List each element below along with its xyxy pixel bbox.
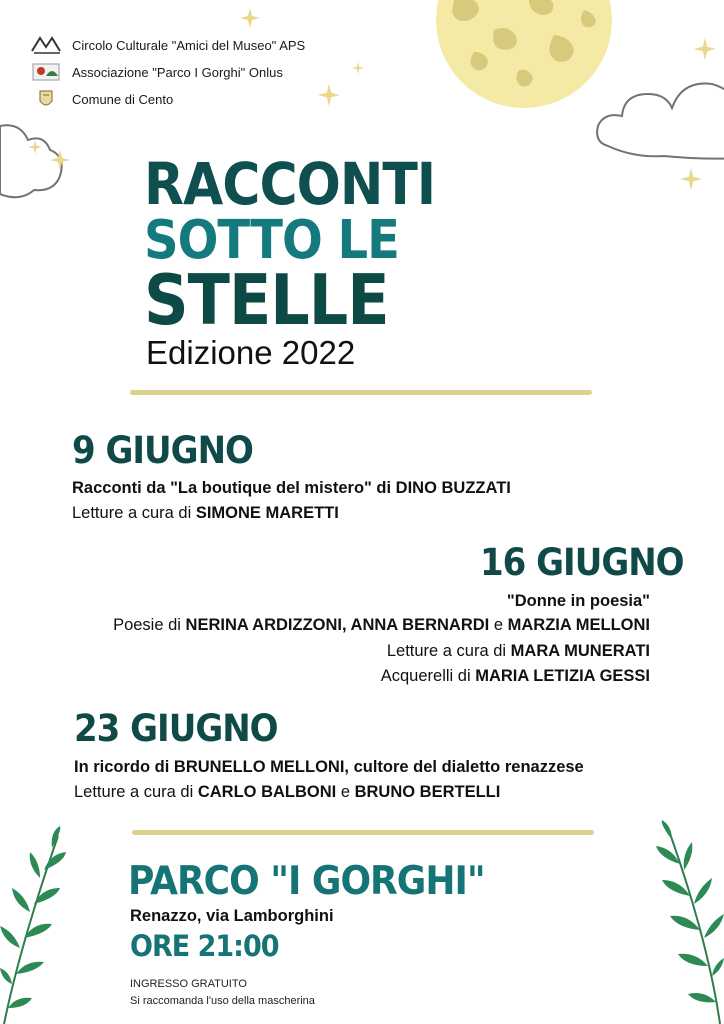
venue-address: Renazzo, via Lamborghini <box>130 907 334 925</box>
readers-and: e <box>336 783 355 801</box>
leaf-branch-left-icon <box>0 826 70 1024</box>
org-item <box>30 88 173 110</box>
event-2-paintings <box>381 666 650 686</box>
org-item <box>30 61 283 83</box>
cloud-right-icon <box>594 64 724 168</box>
org-name: Circolo Culturale "Amici del Museo" APS <box>72 37 306 53</box>
mask-note: Si raccomanda l'uso della mascherina <box>130 995 315 1007</box>
town-crest-icon <box>30 89 64 109</box>
event-3-readers <box>74 782 500 802</box>
divider-top <box>130 390 592 395</box>
star-icon <box>50 150 70 170</box>
edition-label: Edizione 2022 <box>146 334 356 371</box>
title-line-1: RACCONTI <box>144 151 436 219</box>
event-2-title: "Donne in poesia" <box>506 592 650 610</box>
title-line-2: SOTTO LE <box>144 208 399 272</box>
event-3-title: In ricordo di BRUNELLO MELLONI, cultore del dialetto renazzese <box>74 758 584 776</box>
star-icon <box>28 140 42 154</box>
moon-illustration <box>434 0 614 108</box>
event-2-poets <box>113 615 650 635</box>
readers-prefix: Letture a cura di <box>72 504 196 522</box>
event-date-1: 9 GIUGNO <box>72 428 253 473</box>
free-entry-note: INGRESSO GRATUITO <box>130 978 247 990</box>
star-icon <box>352 62 364 74</box>
title-line-3: STELLE <box>144 259 389 342</box>
reader-name: MARA MUNERATI <box>510 642 650 660</box>
event-date-2: 16 GIUGNO <box>480 540 684 585</box>
poet-name: MARZIA MELLONI <box>507 616 650 634</box>
poets-names: NERINA ARDIZZONI, ANNA BERNARDI <box>185 616 490 634</box>
event-1-title: Racconti da "La boutique del mistero" di DINO BUZZATI <box>72 479 511 497</box>
poets-and: e <box>489 616 508 634</box>
venue-name: PARCO "I GORGHI" <box>128 858 485 904</box>
star-icon <box>318 84 340 106</box>
readers-prefix: Letture a cura di <box>74 783 198 801</box>
poets-prefix: Poesie di <box>113 616 186 634</box>
museum-logo-icon <box>30 35 64 55</box>
event-1-readers <box>72 503 339 523</box>
event-2-readers <box>387 641 650 661</box>
star-icon <box>694 38 716 60</box>
reader-name: SIMONE MARETTI <box>195 504 339 522</box>
divider-bottom <box>132 830 594 835</box>
reader-name: BRUNO BERTELLI <box>354 783 501 801</box>
readers-prefix: Letture a cura di <box>386 642 511 660</box>
park-logo-icon <box>30 62 64 82</box>
star-icon <box>680 168 702 190</box>
star-icon <box>240 8 260 28</box>
event-date-3: 23 GIUGNO <box>74 706 278 751</box>
reader-name: CARLO BALBONI <box>197 783 337 801</box>
org-name: Comune di Cento <box>72 91 174 107</box>
org-name: Associazione "Parco I Gorghi" Onlus <box>72 64 283 80</box>
leaf-branch-right-icon <box>654 820 724 1024</box>
event-time: ORE 21:00 <box>130 929 279 964</box>
org-item <box>30 34 305 56</box>
paintings-prefix: Acquerelli di <box>380 667 476 685</box>
painter-name: MARIA LETIZIA GESSI <box>475 667 650 685</box>
